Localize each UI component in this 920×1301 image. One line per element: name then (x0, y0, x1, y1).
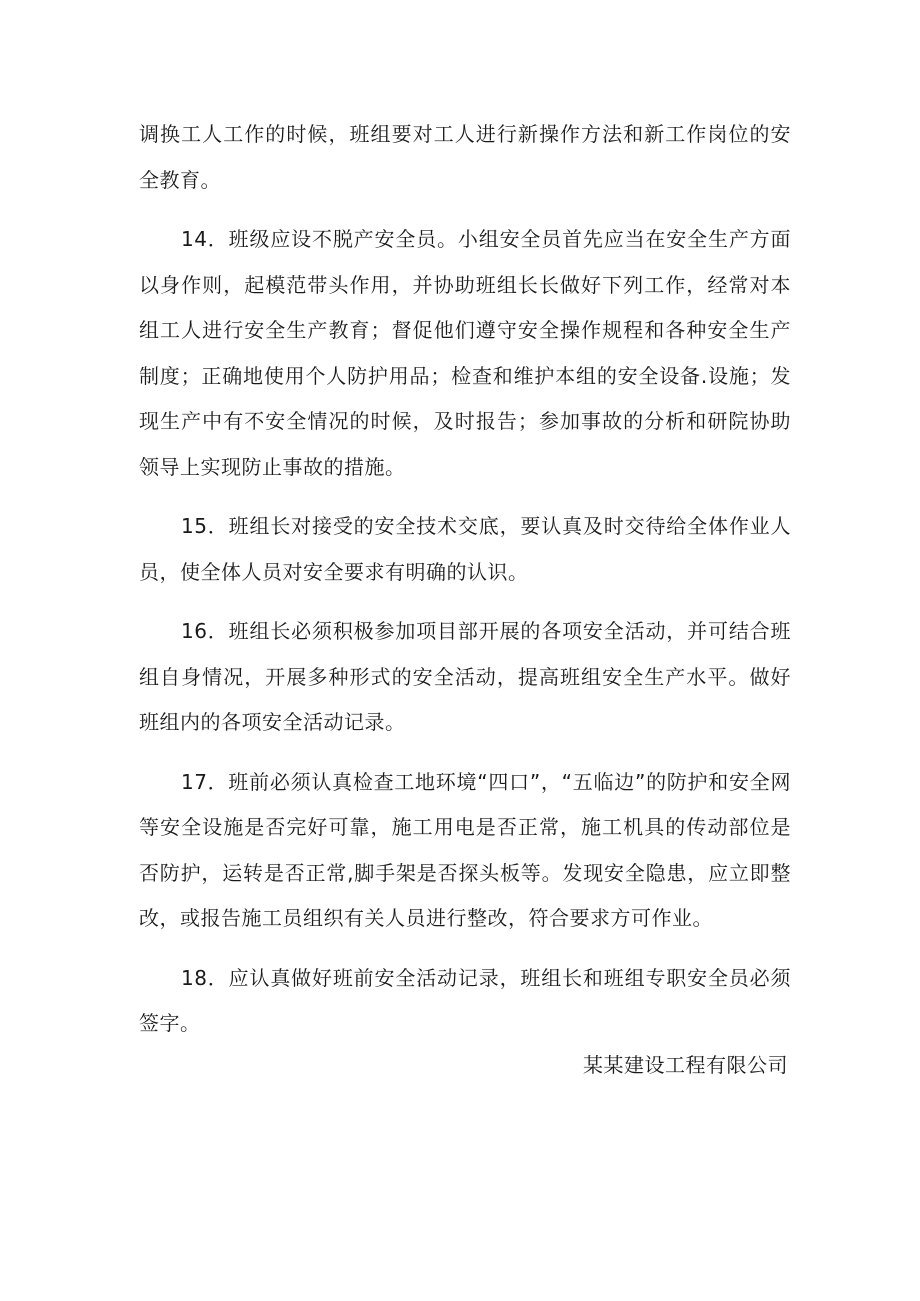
document-body (139, 112, 791, 1061)
paragraph-continuation: 调换工人工作的时候，班组要对工人进行新操作方法和新工作岗位的安全教育。 (139, 122, 791, 192)
paragraph-item-16: 16．班组长必须积极参加项目部开展的各项安全活动，并可结合班组自身情况，开展多种形式的安全活动，提高班组安全生产水平。做好班组内的各项安全活动记录。 (139, 619, 791, 734)
paragraph-item-14: 14．班级应设不脱产安全员。小组安全员首先应当在安全生产方面以身作则，起模范带头作用，并协助班组长长做好下列工作，经常对本组工人进行安全生产教育；督促他们遵守安全操作规程和各种安全生产制度；正确地使用个人防护用品；检查和维护本组的安全设备.设施；发现生产中有不安全情况的时候，及时报告；参加事故的分析和研院协助领导上实现防止事故的措施。 (139, 227, 791, 479)
paragraph-item-18: 18．应认真做好班前安全活动记录，班组长和班组专职安全员必须签字。 (139, 965, 791, 1035)
paragraph-item-15: 15．班组长对接受的安全技术交底，要认真及时交待给全体作业人员，使全体人员对安全要求有明确的认识。 (139, 514, 791, 584)
paragraph-item-17: 17．班前必须认真检查工地环境“四口”，“五临边”的防护和安全网等安全设施是否完好可靠，施工用电是否正常，施工机具的传动部位是否防护，运转是否正常,脚手架是否探头板等。发现安全隐患，应立即整改，或报告施工员组织有关人员进行整改，符合要求方可作业。 (139, 769, 791, 930)
company-signature: 某某建设工程有限公司 (583, 1053, 788, 1077)
